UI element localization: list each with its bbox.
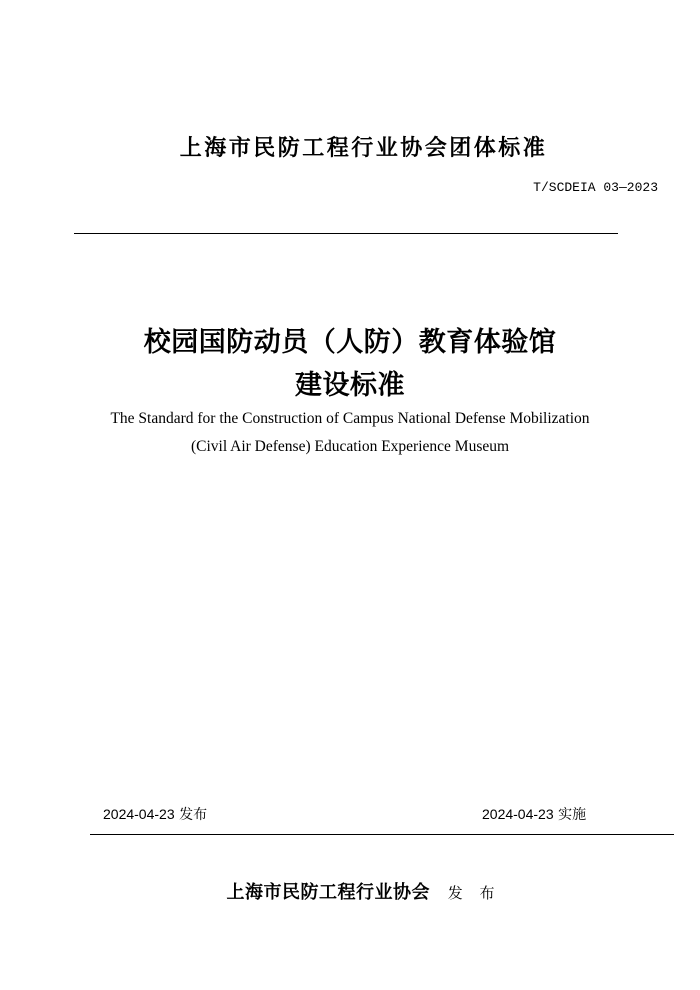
implementation-label: 实施 (558, 807, 587, 823)
title-chinese-line1: 校园国防动员（人防）教育体验馆 (143, 327, 557, 358)
implementation-date: 2024-04-23 (482, 806, 554, 822)
publisher-name: 上海市民防工程行业协会 (226, 882, 430, 903)
implementation-date-block (482, 804, 586, 824)
title-english-line1: The Standard for the Construction of Campus National Defense Mobilization (110, 410, 590, 427)
release-date-block (103, 804, 207, 824)
organization-standard-header: 上海市民防工程行业协会团体标准 (179, 136, 548, 161)
standard-number: T/SCDEIA 03—2023 (533, 180, 658, 195)
publisher-label: 发 布 (447, 884, 501, 902)
title-english-line2: (Civil Air Defense) Education Experience Museum (190, 438, 510, 455)
footer-divider (90, 834, 674, 835)
header-divider (74, 233, 618, 234)
release-label: 发布 (179, 807, 208, 823)
title-chinese-line2: 建设标准 (295, 370, 405, 401)
publisher-line (0, 878, 700, 904)
release-date: 2024-04-23 (103, 806, 175, 822)
